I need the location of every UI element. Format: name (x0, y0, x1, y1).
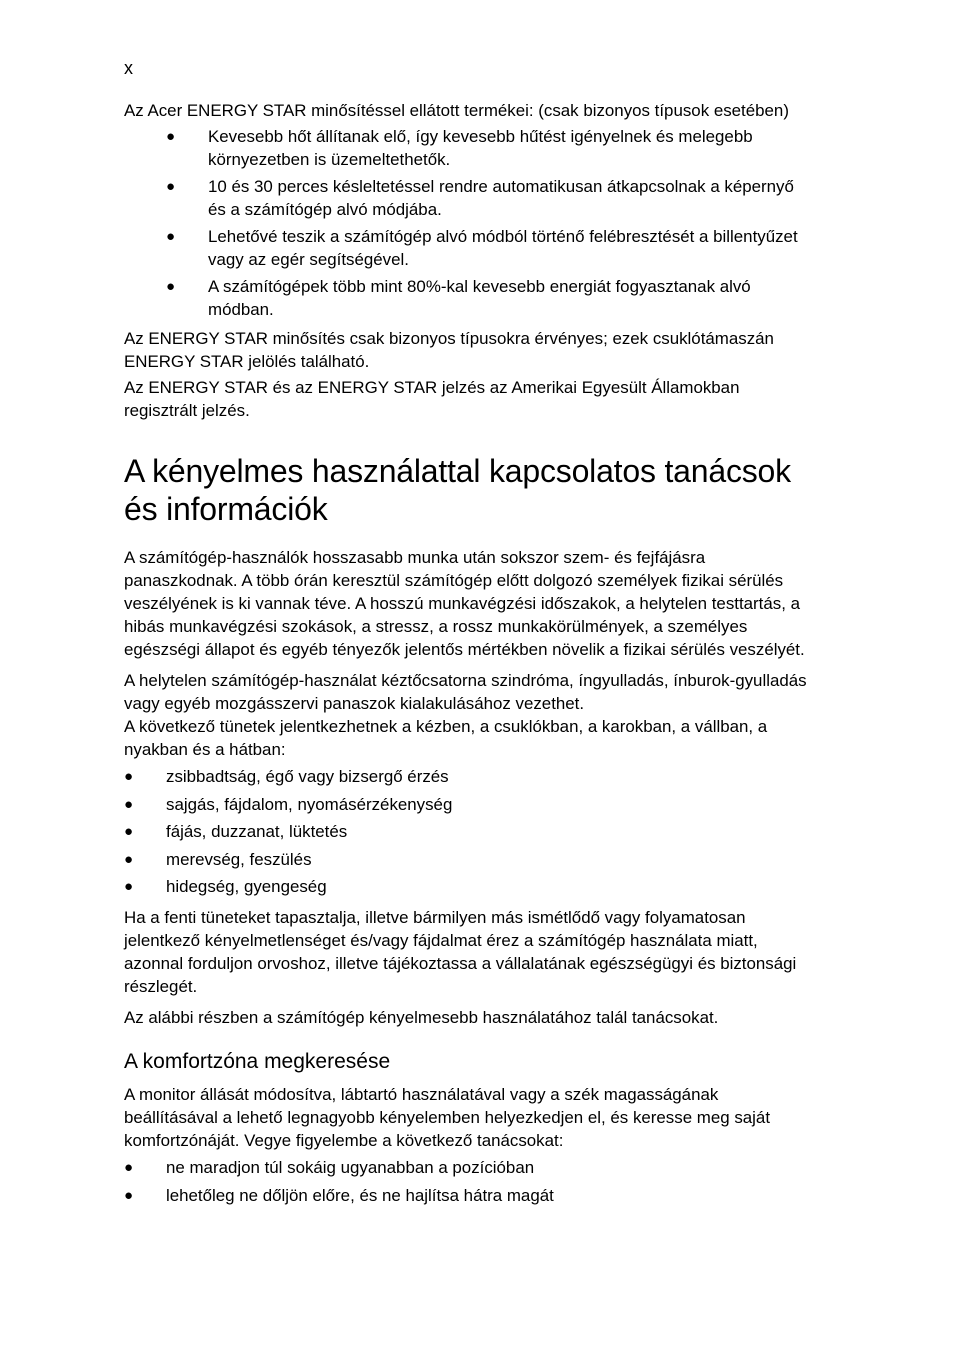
injury-paragraph: A helytelen számítógép-használat kéztőcsatorna szindróma, íngyulladás, ínburok-gyulladás vagy egyéb mozgásszervi panaszok kialakulásához vezethet. (124, 671, 807, 713)
symptoms-intro: A következő tünetek jelentkezhetnek a kézben, a csuklókban, a karokban, a vállban, a nyakban és a hátban: (124, 717, 768, 759)
energy-star-trademark-note: Az ENERGY STAR és az ENERGY STAR jelzés az Amerikai Egyesült Államokban regisztrált jelzés. (124, 378, 740, 420)
list-item: ● Kevesebb hőt állítanak elő, így kevesebb hűtést igényelnek és melegebb környezetben is üzemeltethetők. (166, 127, 753, 169)
energy-star-intro: Az Acer ENERGY STAR minősítéssel ellátott termékei: (csak bizonyos típusok esetében) (124, 101, 789, 120)
symptoms-list (124, 765, 814, 898)
list-item: ● merevség, feszülés (124, 849, 312, 869)
list-item: ● Lehetővé teszik a számítógép alvó módból történő felébresztését a billentyűzet vagy az egér segítségével. (166, 227, 798, 269)
list-item: ● sajgás, fájdalom, nyomásérzékenység (124, 794, 453, 814)
list-item: ● zsibbadtság, égő vagy bizsergő érzés (124, 767, 449, 786)
page-number: x (124, 58, 133, 78)
bullet-icon: ● (124, 823, 134, 841)
comfort-zone-paragraph: A monitor állását módosítva, lábtartó használatával vagy a szék magasságának beállításával a lehető legnagyobb kényelemben helyezkedjen el, és keresse meg saját komfortzónáját. Vegye figyelembe a következő tanácsokat: (124, 1085, 771, 1151)
section-title: A kényelmes használattal kapcsolatos tanácsok és információk (124, 453, 791, 527)
list-item: ● 10 és 30 perces késleltetéssel rendre automatikusan átkapcsolnak a képernyő és a számítógép alvó módjába. (166, 177, 794, 219)
bullet-icon: ● (166, 128, 176, 145)
bullet-icon: ● (124, 1159, 134, 1177)
list-item: ● hidegség, gyengeség (124, 877, 327, 897)
energy-star-note: Az ENERGY STAR minősítés csak bizonyos típusokra érvényes; ezek csuklótámaszán ENERGY STAR jelölés található. (124, 329, 774, 371)
intro-paragraph: A számítógép-használók hosszasabb munka után sokszor szem- és fejfájásra panaszkodnak. A több órán keresztül számítógép előtt dolgozó személyek fizikai sérülés veszélyének is ki vannak téve. A hosszú munkavégzési időszakok, a helytelen testtartás, a hibás munkavégzési szokások, a stressz, a rossz munkakörülmények, a személyes egészségi állapot és egyéb tényezők jelentős mértékben növelik a fizikai sérülés veszélyét. (124, 548, 805, 659)
bullet-icon: ● (124, 1186, 134, 1204)
energy-star-bullet-list (124, 125, 814, 321)
bullet-icon: ● (166, 278, 176, 295)
bullet-icon: ● (124, 795, 134, 813)
list-item: ● ne maradjon túl sokáig ugyanabban a pozícióban (124, 1158, 535, 1178)
comfort-tips-list (124, 1156, 814, 1207)
bullet-icon: ● (166, 228, 176, 245)
bullet-icon: ● (124, 850, 134, 868)
advice-paragraph: Ha a fenti tüneteket tapasztalja, illetve bármilyen más ismétlődő vagy folyamatosan jelentkező kényelmetlenséget és/vagy fájdalmat érez a számítógép használata miatt, azonnal forduljon orvoshoz, illetve tájékoztassa a vállalatának egészségügyi és biztonsági részlegét. (124, 908, 797, 997)
bullet-icon: ● (124, 878, 134, 896)
bullet-icon: ● (166, 178, 176, 195)
tips-intro-paragraph: Az alábbi részben a számítógép kényelmesebb használatához talál tanácsokat. (124, 1008, 719, 1028)
page-content (124, 99, 814, 1215)
list-item: ● lehetőleg ne dőljön előre, és ne hajlítsa hátra magát (124, 1185, 554, 1205)
bullet-icon: ● (124, 768, 134, 785)
list-item: ● fájás, duzzanat, lüktetés (124, 822, 348, 842)
subsection-title: A komfortzóna megkeresése (124, 1050, 391, 1074)
list-item: ● A számítógépek több mint 80%-kal kevesebb energiát fogyasztanak alvó módban. (166, 277, 751, 319)
